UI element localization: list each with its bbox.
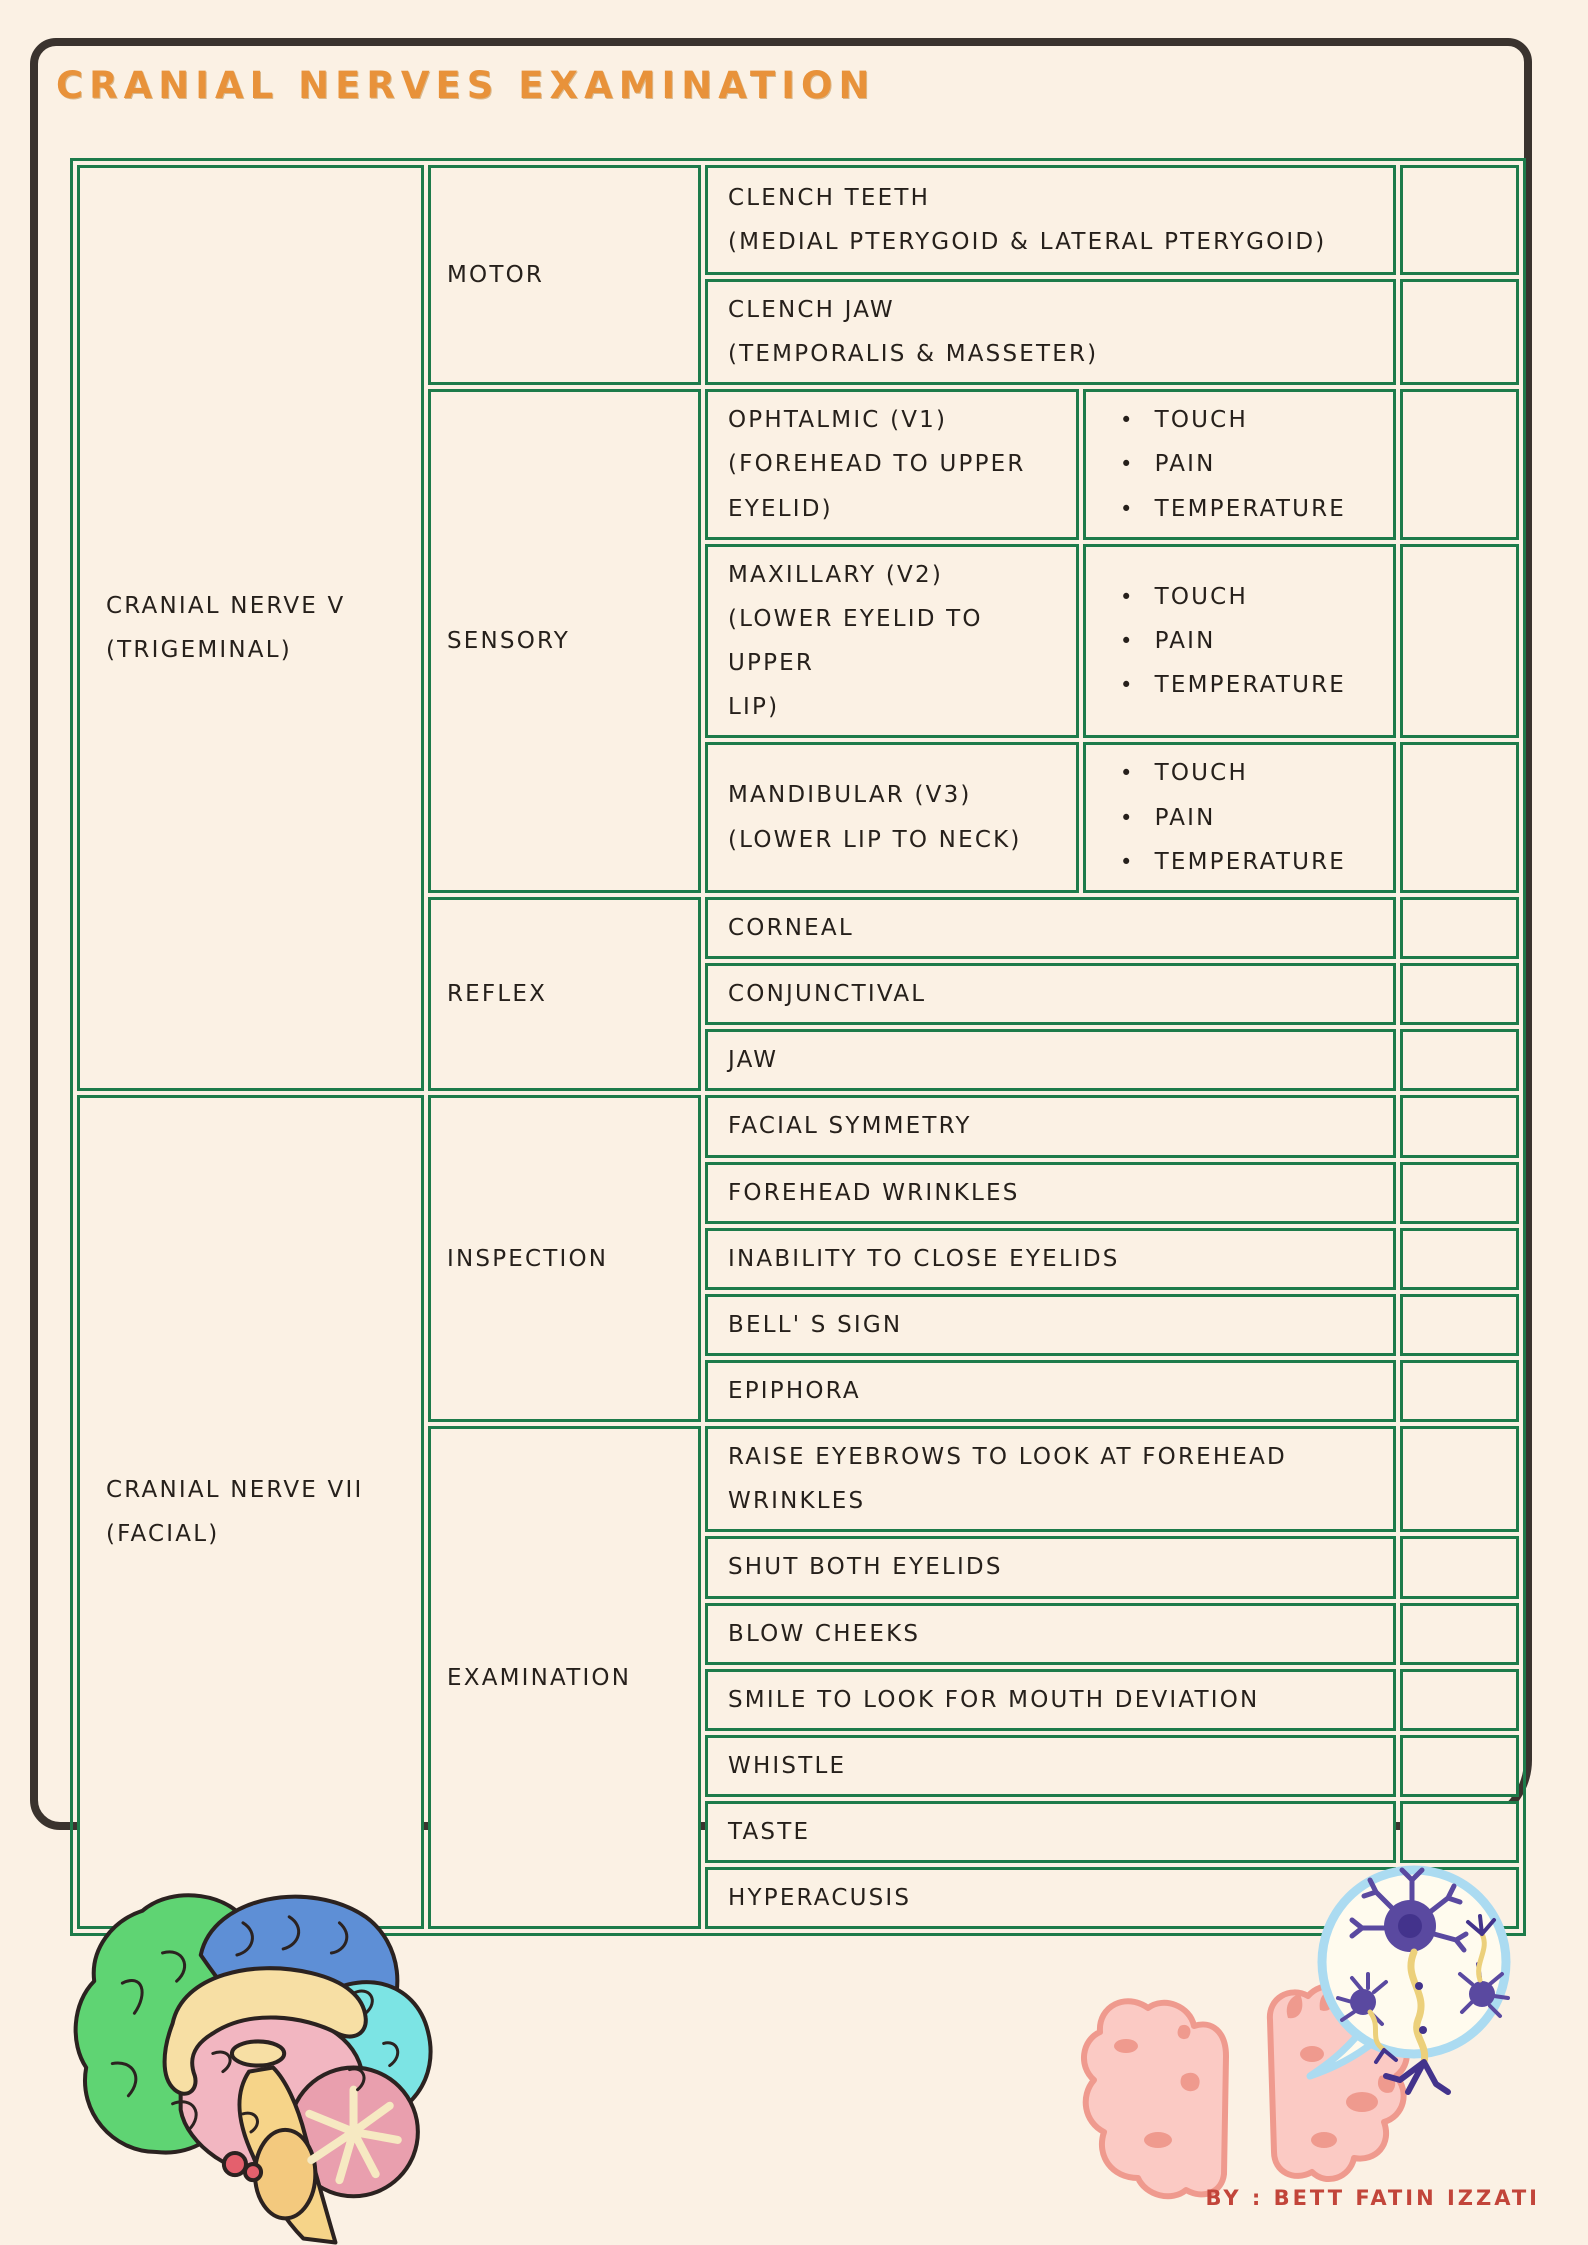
check-cell (1400, 1536, 1519, 1598)
item-jaw: JAW (705, 1029, 1396, 1091)
cn7-label-cell (77, 1095, 424, 1929)
check-cell (1400, 165, 1519, 275)
maxillary-modalities (1083, 544, 1396, 739)
check-cell (1400, 1228, 1519, 1290)
bullet-icon: • (1120, 584, 1135, 609)
check-cell (1400, 897, 1519, 959)
check-cell (1400, 963, 1519, 1025)
bullet-pain: • PAIN (1120, 796, 1381, 840)
item-conjunctival: CONJUNCTIVAL (705, 963, 1396, 1025)
bullet-pain: • PAIN (1120, 619, 1381, 663)
cn7-name: CRANIAL NERVE VII (106, 1477, 364, 1504)
item-maxillary: MAXILLARY (V2) (LOWER EYELID TO UPPER LIP) (705, 544, 1079, 739)
page-title: CRANIAL NERVES EXAMINATION (56, 64, 876, 107)
check-cell (1400, 1603, 1519, 1665)
check-cell (1400, 1669, 1519, 1731)
bullet-touch: • TOUCH (1120, 575, 1381, 619)
item-ophthalmic: OPHTALMIC (V1) (FOREHEAD TO UPPER EYELID) (705, 389, 1079, 539)
examination-label-cell (428, 1426, 701, 1929)
check-cell (1400, 1426, 1519, 1532)
motor-label: MOTOR (447, 262, 545, 289)
item-clench-jaw: CLENCH JAW (TEMPORALIS & MASSETER) (705, 279, 1396, 385)
item-raise-eyebrows: RAISE EYEBROWS TO LOOK AT FOREHEAD WRINKLES (705, 1426, 1396, 1532)
check-cell (1400, 544, 1519, 739)
credit-text: BY : BETT FATIN IZZATI (1205, 2186, 1540, 2210)
cn7-name-sub: (FACIAL) (106, 1521, 220, 1548)
item-corneal: CORNEAL (705, 897, 1396, 959)
item-facial-symmetry: FACIAL SYMMETRY (705, 1095, 1396, 1157)
cn5-name: CRANIAL NERVE V (106, 593, 346, 620)
reflex-label: REFLEX (447, 981, 548, 1008)
check-cell (1400, 1162, 1519, 1224)
item-clench-teeth: CLENCH TEETH (MEDIAL PTERYGOID & LATERAL PTERYGOID) (705, 165, 1396, 275)
item-taste: TASTE (705, 1801, 1396, 1863)
item-forehead-wrinkles: FOREHEAD WRINKLES (705, 1162, 1396, 1224)
bullet-icon: • (1120, 496, 1135, 521)
bullet-icon: • (1120, 629, 1135, 654)
item-smile-deviation: SMILE TO LOOK FOR MOUTH DEVIATION (705, 1669, 1396, 1731)
item-blow-cheeks: BLOW CHEEKS (705, 1603, 1396, 1665)
bullet-icon: • (1120, 452, 1135, 477)
bullet-icon: • (1120, 673, 1135, 698)
cn5-label-cell (77, 165, 424, 1091)
bullet-pain: • PAIN (1120, 442, 1381, 486)
item-epiphora: EPIPHORA (705, 1360, 1396, 1422)
bullet-icon: • (1120, 805, 1135, 830)
check-cell (1400, 1294, 1519, 1356)
bullet-temperature: • TEMPERATURE (1120, 663, 1381, 707)
ophthalmic-modalities (1083, 389, 1396, 539)
item-shut-eyelids: SHUT BOTH EYELIDS (705, 1536, 1396, 1598)
check-cell (1400, 742, 1519, 892)
check-cell (1400, 1735, 1519, 1797)
check-cell (1400, 279, 1519, 385)
cn5-name-sub: (TRIGEMINAL) (106, 637, 292, 664)
inspection-label-cell (428, 1095, 701, 1422)
brain-slices-neurons-illustration (1062, 1840, 1542, 2245)
examination-label: EXAMINATION (447, 1664, 632, 1691)
motor-label-cell (428, 165, 701, 385)
bullet-touch: • TOUCH (1120, 751, 1381, 795)
item-inability-close-eyelids: INABILITY TO CLOSE EYELIDS (705, 1228, 1396, 1290)
bullet-touch: • TOUCH (1120, 398, 1381, 442)
sagittal-brain-illustration (52, 1862, 444, 2245)
check-cell (1400, 1029, 1519, 1091)
bullet-temperature: • TEMPERATURE (1120, 840, 1381, 884)
bullet-icon: • (1120, 761, 1135, 786)
item-whistle: WHISTLE (705, 1735, 1396, 1797)
item-mandibular: MANDIBULAR (V3) (LOWER LIP TO NECK) (705, 742, 1079, 892)
check-cell (1400, 1095, 1519, 1157)
check-cell (1400, 389, 1519, 539)
bullet-icon: • (1120, 408, 1135, 433)
examination-table (70, 158, 1526, 1936)
item-hyperacusis: HYPERACUSIS (705, 1867, 1396, 1929)
sensory-label-cell (428, 389, 701, 893)
bullet-temperature: • TEMPERATURE (1120, 487, 1381, 531)
sensory-label: SENSORY (447, 628, 570, 655)
mandibular-modalities (1083, 742, 1396, 892)
check-cell (1400, 1360, 1519, 1422)
inspection-label: INSPECTION (447, 1245, 609, 1272)
item-bells-sign: BELL' S SIGN (705, 1294, 1396, 1356)
bullet-icon: • (1120, 849, 1135, 874)
reflex-label-cell (428, 897, 701, 1091)
